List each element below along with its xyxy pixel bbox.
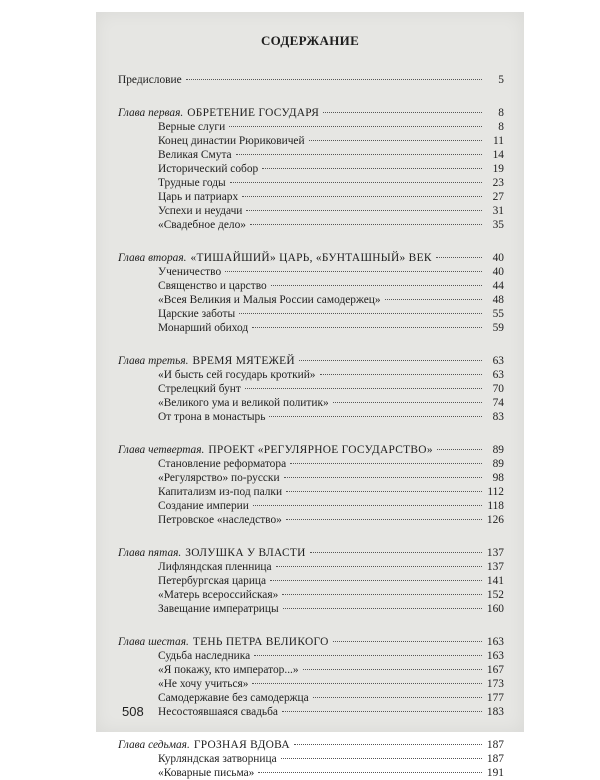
section-title: Судьба наследника (158, 650, 251, 662)
dot-leader (283, 608, 482, 609)
section-entry (118, 148, 504, 162)
section-page: 59 (492, 322, 504, 334)
dot-leader (437, 449, 482, 450)
chapter-label: Глава первая. (118, 107, 184, 119)
section-entry (118, 705, 504, 719)
section-title: «Великого ума и великой политик» (158, 397, 329, 409)
section-title: Монарший обиход (158, 322, 249, 334)
dot-leader (245, 388, 482, 389)
dot-leader (299, 360, 482, 361)
dot-leader (290, 463, 482, 464)
section-entry (118, 204, 504, 218)
dot-leader (276, 566, 482, 567)
table-of-contents (118, 73, 504, 780)
chapter-entry (118, 635, 504, 649)
section-page: 40 (492, 266, 504, 278)
section-page: 27 (492, 191, 504, 203)
chapter-entry (118, 354, 504, 368)
chapter-entry (118, 443, 504, 457)
chapter-title: ВРЕМЯ МЯТЕЖЕЙ (192, 355, 295, 367)
preface-page: 5 (498, 74, 504, 86)
page-title: СОДЕРЖАНИЕ (260, 33, 360, 48)
dot-leader (262, 168, 482, 169)
chapter-title: «ТИШАЙШИЙ» ЦАРЬ, «БУНТАШНЫЙ» ВЕК (190, 252, 432, 264)
section-page: 14 (492, 149, 504, 161)
section-entry (118, 307, 504, 321)
dot-leader (250, 224, 482, 225)
section-page: 191 (486, 767, 504, 779)
section-title: «Регулярство» по-русски (158, 472, 280, 484)
section-page: 44 (492, 280, 504, 292)
section-page: 152 (486, 589, 504, 601)
dot-leader (333, 641, 482, 642)
section-title: Самодержавие без самодержца (158, 692, 309, 704)
chapter-label: Глава вторая. (118, 252, 187, 264)
section-page: 83 (492, 411, 504, 423)
section-entry (118, 218, 504, 232)
chapter-page: 63 (492, 355, 504, 367)
section-entry (118, 176, 504, 190)
section-entry (118, 293, 504, 307)
section-entry (118, 396, 504, 410)
section-entry (118, 410, 504, 424)
dot-leader (320, 374, 483, 375)
section-page: 31 (492, 205, 504, 217)
section-entry (118, 513, 504, 527)
section-title: Конец династии Рюриковичей (158, 135, 305, 147)
dot-leader (230, 182, 482, 183)
section-page: 11 (493, 135, 504, 147)
dot-leader (310, 552, 482, 553)
section-page: 55 (492, 308, 504, 320)
dot-leader (284, 477, 482, 478)
chapter-title: ПРОЕКТ «РЕГУЛЯРНОЕ ГОСУДАРСТВО» (208, 444, 433, 456)
section-title: «Я покажу, кто император...» (158, 664, 299, 676)
dot-leader (313, 697, 482, 698)
chapter-page: 163 (486, 636, 504, 648)
section-title: Царские заботы (158, 308, 236, 320)
section-entry (118, 752, 504, 766)
section-title: Верные слуги (158, 121, 226, 133)
section-title: Несостоявшаяся свадьба (158, 706, 278, 718)
section-entry (118, 574, 504, 588)
section-page: 177 (486, 692, 504, 704)
book-page (96, 12, 524, 779)
dot-leader (385, 299, 482, 300)
dot-leader (303, 669, 482, 670)
dot-leader (236, 154, 482, 155)
section-entry (118, 190, 504, 204)
section-page: 35 (492, 219, 504, 231)
section-entry (118, 663, 504, 677)
dot-leader (246, 210, 482, 211)
preface-entry (118, 73, 504, 87)
section-entry (118, 279, 504, 293)
chapter-label: Глава седьмая. (118, 739, 190, 751)
section-entry (118, 134, 504, 148)
dot-leader (282, 594, 482, 595)
section-page: 118 (487, 500, 504, 512)
dot-leader (294, 744, 482, 745)
chapter-title: ЗОЛУШКА У ВЛАСТИ (185, 547, 306, 559)
chapter-page: 137 (486, 547, 504, 559)
section-title: Петровское «наследство» (158, 514, 282, 526)
section-page: 48 (492, 294, 504, 306)
dot-leader (323, 112, 482, 113)
section-title: Капитализм из-под палки (158, 486, 283, 498)
section-page: 141 (486, 575, 504, 587)
chapter-page: 187 (486, 739, 504, 751)
dot-leader (229, 126, 482, 127)
dot-leader (333, 402, 482, 403)
chapter-page: 40 (492, 252, 504, 264)
section-page: 173 (486, 678, 504, 690)
dot-leader (281, 758, 482, 759)
section-entry (118, 265, 504, 279)
dot-leader (225, 271, 482, 272)
section-entry (118, 471, 504, 485)
section-page: 98 (492, 472, 504, 484)
dot-leader (252, 683, 482, 684)
section-page: 183 (486, 706, 504, 718)
dot-leader (254, 655, 482, 656)
page-number: 508 (122, 704, 144, 719)
section-entry (118, 499, 504, 513)
section-title: От трона в монастырь (158, 411, 266, 423)
section-entry (118, 321, 504, 335)
section-page: 63 (492, 369, 504, 381)
section-title: «Свадебное дело» (158, 219, 246, 231)
section-page: 19 (492, 163, 504, 175)
section-entry (118, 766, 504, 780)
section-entry (118, 382, 504, 396)
section-entry (118, 162, 504, 176)
dot-leader (309, 140, 482, 141)
section-title: Лифляндская пленница (158, 561, 272, 573)
section-entry (118, 457, 504, 471)
section-title: «Коварные письма» (158, 767, 255, 779)
chapter-entry (118, 546, 504, 560)
chapter-label: Глава пятая. (118, 547, 182, 559)
section-page: 8 (498, 121, 504, 133)
section-entry (118, 560, 504, 574)
section-title: Трудные годы (158, 177, 226, 189)
section-title: Исторический собор (158, 163, 259, 175)
section-page: 126 (486, 514, 504, 526)
section-page: 163 (486, 650, 504, 662)
section-page: 187 (486, 753, 504, 765)
chapter-label: Глава четвертая. (118, 444, 205, 456)
preface-title: Предисловие (118, 74, 182, 86)
section-title: Царь и патриарх (158, 191, 239, 203)
chapter-entry (118, 106, 504, 120)
section-title: «И бысть сей государь кроткий» (158, 369, 316, 381)
dot-leader (436, 257, 482, 258)
chapter-label: Глава третья. (118, 355, 189, 367)
chapter-label: Глава шестая. (118, 636, 189, 648)
section-title: Завещание императрицы (158, 603, 279, 615)
section-entry (118, 485, 504, 499)
section-entry (118, 588, 504, 602)
section-title: Священство и царство (158, 280, 267, 292)
chapter-entry (118, 251, 504, 265)
dot-leader (270, 580, 482, 581)
section-page: 89 (492, 458, 504, 470)
dot-leader (269, 416, 482, 417)
section-entry (118, 691, 504, 705)
dot-leader (252, 327, 482, 328)
section-entry (118, 677, 504, 691)
section-title: Ученичество (158, 266, 222, 278)
section-title: Петербургская царица (158, 575, 267, 587)
dot-leader (239, 313, 482, 314)
chapter-page: 89 (492, 444, 504, 456)
section-title: «Всея Великия и Малыя России самодержец» (158, 294, 381, 306)
section-title: «Матерь всероссийская» (158, 589, 279, 601)
section-page: 160 (486, 603, 504, 615)
section-entry (118, 649, 504, 663)
section-page: 74 (492, 397, 504, 409)
chapter-title: ГРОЗНАЯ ВДОВА (193, 739, 290, 751)
dot-leader (286, 519, 482, 520)
dot-leader (271, 285, 482, 286)
dot-leader (282, 711, 482, 712)
section-page: 137 (486, 561, 504, 573)
dot-leader (258, 772, 482, 773)
section-title: Становление реформатора (158, 458, 287, 470)
section-title: Успехи и неудачи (158, 205, 243, 217)
section-title: Курляндская затворница (158, 753, 277, 765)
dot-leader (286, 491, 482, 492)
section-entry (118, 602, 504, 616)
section-page: 70 (492, 383, 504, 395)
section-title: «Не хочу учиться» (158, 678, 249, 690)
section-entry (118, 120, 504, 134)
section-page: 23 (492, 177, 504, 189)
chapter-title: ТЕНЬ ПЕТРА ВЕЛИКОГО (192, 636, 329, 648)
section-title: Создание империи (158, 500, 249, 512)
chapter-page: 8 (498, 107, 504, 119)
dot-leader (253, 505, 482, 506)
chapter-title: ОБРЕТЕНИЕ ГОСУДАРЯ (187, 107, 320, 119)
dot-leader (186, 79, 482, 80)
dot-leader (242, 196, 482, 197)
section-title: Стрелецкий бунт (158, 383, 241, 395)
section-page: 112 (487, 486, 504, 498)
section-title: Великая Смута (158, 149, 232, 161)
section-page: 167 (486, 664, 504, 676)
section-entry (118, 368, 504, 382)
